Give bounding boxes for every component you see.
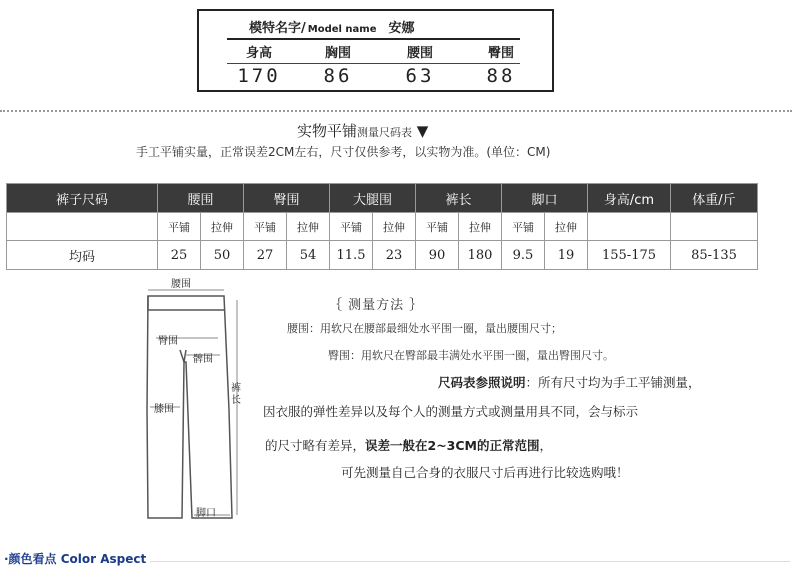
header-size: 裤子尺码 [7, 184, 158, 213]
diagram-label-length: 裤长 [231, 383, 241, 406]
subheader-stretch: 拉伸 [545, 213, 588, 241]
model-info-box [197, 9, 554, 92]
subheader-stretch: 拉伸 [373, 213, 416, 241]
note-text-1: ：所有尺寸均为手工平铺测量， [525, 375, 701, 390]
diagram-label-hem: 脚口 [196, 508, 216, 519]
table-cell: 9.5 [502, 241, 545, 270]
table-cell: 54 [287, 241, 330, 270]
table-cell [588, 213, 671, 241]
model-header-waist: 腰围 [406, 46, 433, 61]
table-cell: 27 [244, 241, 287, 270]
header-height: 身高/cm [588, 184, 671, 213]
note-text-3c: ， [539, 438, 553, 453]
heading-sub: 测量尺码表 [357, 126, 413, 139]
table-cell: 50 [201, 241, 244, 270]
subheader-flat: 平铺 [502, 213, 545, 241]
subheader-flat: 平铺 [244, 213, 287, 241]
model-divider-2 [227, 63, 520, 64]
table-cell [7, 213, 158, 241]
table-row [7, 241, 758, 270]
model-divider [227, 38, 520, 40]
note-line-3 [265, 436, 552, 454]
color-aspect-heading: ·颜色看点 Color Aspect [4, 552, 147, 566]
model-value-height: 170 [237, 65, 281, 87]
header-weight: 体重/斤 [671, 184, 758, 213]
note-line-2: 因衣服的弹性差异以及每个人的测量方式或测量用具不同，会与标示 [263, 404, 639, 419]
table-cell: 19 [545, 241, 588, 270]
note-text-3a: 的尺寸略有差异， [265, 438, 366, 453]
table-cell: 85-135 [671, 241, 758, 270]
model-title-en: Model name [307, 24, 377, 35]
header-hip: 臀围 [244, 184, 330, 213]
model-value-hips: 88 [486, 65, 516, 87]
method-title: ｛ 测量方法 ｝ [329, 298, 424, 313]
table-cell: 25 [158, 241, 201, 270]
table-cell: 11.5 [330, 241, 373, 270]
model-name: 安娜 [388, 21, 415, 36]
size-chart-heading [297, 120, 428, 141]
subheader-stretch: 拉伸 [459, 213, 502, 241]
table-cell: 155-175 [588, 241, 671, 270]
header-thigh: 大腿围 [330, 184, 416, 213]
model-title-cn: 模特名字/ [249, 21, 306, 36]
size-value: 均码 [7, 241, 158, 270]
dotted-separator [0, 110, 792, 112]
measurement-note: 手工平铺实量，正常误差2CM左右，尺寸仅供参考，以实物为准。(单位：CM) [136, 145, 551, 159]
model-header-hips: 臀围 [487, 46, 514, 61]
note-line-1 [438, 373, 701, 391]
table-cell: 180 [459, 241, 502, 270]
subheader-flat: 平铺 [158, 213, 201, 241]
method-hip: 臀围：用软尺在臀部最丰满处水平围一圈，量出臀围尺寸。 [328, 349, 614, 362]
heading-main: 实物平铺 [297, 122, 358, 140]
header-hem: 脚口 [502, 184, 588, 213]
footer-divider [150, 561, 790, 562]
header-waist: 腰围 [158, 184, 244, 213]
size-table [6, 183, 758, 270]
down-arrow-icon: ▼ [416, 122, 429, 140]
subheader-stretch: 拉伸 [201, 213, 244, 241]
table-cell: 23 [373, 241, 416, 270]
subheader-flat: 平铺 [416, 213, 459, 241]
diagram-label-waist: 腰围 [171, 279, 191, 290]
note-line-4: 可先测量自己合身的衣服尺寸后再进行比较选购哦！ [341, 465, 629, 480]
subheader-stretch: 拉伸 [287, 213, 330, 241]
model-header-bust: 胸围 [324, 46, 351, 61]
method-waist: 腰围：用软尺在腰部最细处水平围一圈，量出腰围尺寸； [287, 322, 562, 335]
model-value-waist: 63 [405, 65, 435, 87]
note-bold: 尺码表参照说明 [438, 375, 526, 390]
subheader-flat: 平铺 [330, 213, 373, 241]
model-name-title [249, 17, 415, 36]
model-value-bust: 86 [323, 65, 353, 87]
note-text-3b: 误差一般在2~3CM的正常范围 [365, 438, 540, 453]
table-header-row [7, 184, 758, 213]
diagram-label-thigh: 髀围 [193, 354, 213, 365]
table-cell: 90 [416, 241, 459, 270]
table-cell [671, 213, 758, 241]
diagram-label-hip: 臀围 [158, 336, 178, 347]
table-subheader-row [7, 213, 758, 241]
diagram-label-knee: 膝围 [154, 404, 174, 415]
model-header-height: 身高 [245, 46, 272, 61]
header-length: 裤长 [416, 184, 502, 213]
